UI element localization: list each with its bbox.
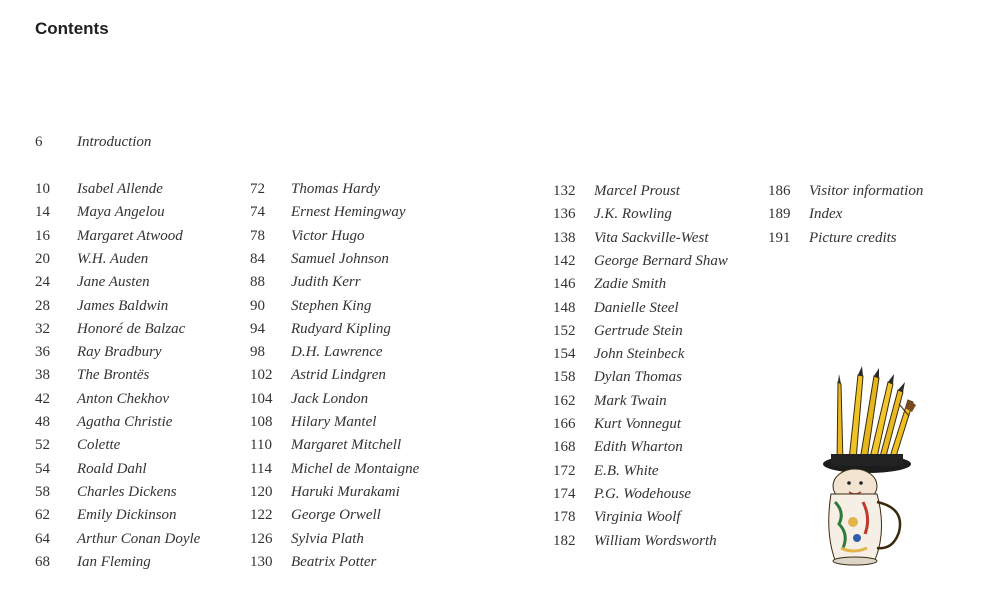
contents-entry bbox=[35, 131, 152, 154]
contents-entry bbox=[35, 364, 150, 387]
contents-entry bbox=[35, 504, 177, 527]
entry-title: George Bernard Shaw bbox=[594, 253, 728, 269]
entry-title: Emily Dickinson bbox=[77, 507, 177, 523]
contents-entry bbox=[35, 528, 201, 551]
page-number: 146 bbox=[553, 276, 576, 292]
page-number: 152 bbox=[553, 323, 576, 339]
entry-title: Charles Dickens bbox=[77, 484, 177, 500]
entry-title: Hilary Mantel bbox=[291, 414, 377, 430]
page-number: 62 bbox=[35, 507, 50, 523]
contents-entry bbox=[250, 248, 389, 271]
contents-entry bbox=[553, 436, 683, 459]
contents-entry bbox=[250, 295, 372, 318]
page-number: 132 bbox=[553, 183, 576, 199]
entry-title: E.B. White bbox=[594, 463, 659, 479]
contents-entry bbox=[768, 227, 897, 250]
entry-title: Colette bbox=[77, 437, 121, 453]
page-number: 68 bbox=[35, 554, 50, 570]
contents-entry bbox=[553, 530, 717, 553]
page-number: 24 bbox=[35, 274, 50, 290]
entry-title: Vita Sackville-West bbox=[594, 230, 709, 246]
entry-title: Margaret Mitchell bbox=[291, 437, 402, 453]
entry-title: D.H. Lawrence bbox=[291, 344, 383, 360]
contents-entry bbox=[768, 180, 924, 203]
contents-entry bbox=[553, 483, 692, 506]
page-number: 64 bbox=[35, 531, 50, 547]
page-number: 172 bbox=[553, 463, 576, 479]
page-number: 10 bbox=[35, 181, 50, 197]
page-number: 114 bbox=[250, 461, 272, 477]
entry-title: Maya Angelou bbox=[77, 204, 165, 220]
contents-entry bbox=[553, 250, 728, 273]
entry-title: Astrid Lindgren bbox=[291, 367, 386, 383]
page-number: 6 bbox=[35, 134, 43, 150]
page-number: 36 bbox=[35, 344, 50, 360]
page-number: 28 bbox=[35, 298, 50, 314]
contents-entry bbox=[35, 341, 162, 364]
entry-title: Roald Dahl bbox=[77, 461, 147, 477]
entry-title: Ian Fleming bbox=[77, 554, 151, 570]
contents-entry bbox=[250, 411, 377, 434]
page-number: 189 bbox=[768, 206, 791, 222]
page-number: 16 bbox=[35, 228, 50, 244]
pencil-jug-illustration bbox=[805, 362, 935, 572]
contents-entry bbox=[250, 528, 364, 551]
page-number: 142 bbox=[553, 253, 576, 269]
entry-title: Edith Wharton bbox=[594, 439, 683, 455]
entry-title: Isabel Allende bbox=[77, 181, 163, 197]
entry-title: Zadie Smith bbox=[594, 276, 667, 292]
contents-entry bbox=[250, 364, 386, 387]
entry-title: Rudyard Kipling bbox=[291, 321, 391, 337]
page-number: 32 bbox=[35, 321, 50, 337]
contents-entry bbox=[250, 458, 420, 481]
page-number: 90 bbox=[250, 298, 265, 314]
contents-entry bbox=[35, 271, 150, 294]
contents-entry bbox=[553, 390, 667, 413]
contents-entry bbox=[553, 506, 681, 529]
contents-entry bbox=[553, 227, 709, 250]
entry-title: W.H. Auden bbox=[77, 251, 149, 267]
page-number: 126 bbox=[250, 531, 273, 547]
contents-entry bbox=[35, 411, 173, 434]
contents-entry bbox=[35, 295, 169, 318]
contents-heading: Contents bbox=[35, 19, 109, 38]
entry-title: Virginia Woolf bbox=[594, 509, 681, 525]
page-number: 102 bbox=[250, 367, 273, 383]
page-number: 84 bbox=[250, 251, 265, 267]
entry-title: Margaret Atwood bbox=[77, 228, 183, 244]
page-number: 110 bbox=[250, 437, 272, 453]
contents-entry bbox=[768, 203, 843, 226]
page-number: 138 bbox=[553, 230, 576, 246]
page-number: 98 bbox=[250, 344, 265, 360]
page-number: 191 bbox=[768, 230, 791, 246]
page-number: 162 bbox=[553, 393, 576, 409]
page-number: 168 bbox=[553, 439, 576, 455]
contents-entry bbox=[35, 458, 147, 481]
page-number: 122 bbox=[250, 507, 273, 523]
page-number: 54 bbox=[35, 461, 50, 477]
entry-title: Arthur Conan Doyle bbox=[77, 531, 201, 547]
entry-title: J.K. Rowling bbox=[594, 206, 672, 222]
entry-title: Michel de Montaigne bbox=[291, 461, 420, 477]
entry-title: Agatha Christie bbox=[77, 414, 173, 430]
entry-title: P.G. Wodehouse bbox=[594, 486, 692, 502]
contents-entry bbox=[553, 297, 679, 320]
contents-entry bbox=[553, 413, 682, 436]
contents-entry bbox=[35, 434, 121, 457]
entry-title: William Wordsworth bbox=[594, 533, 717, 549]
contents-entry bbox=[553, 273, 667, 296]
contents-entry bbox=[553, 320, 683, 343]
contents-entry bbox=[250, 201, 406, 224]
entry-title: The Brontës bbox=[77, 367, 150, 383]
contents-entry bbox=[250, 271, 361, 294]
entry-title: Thomas Hardy bbox=[291, 181, 381, 197]
page-number: 78 bbox=[250, 228, 265, 244]
page-number: 58 bbox=[35, 484, 50, 500]
contents-entry bbox=[553, 366, 682, 389]
page-number: 74 bbox=[250, 204, 265, 220]
page-number: 104 bbox=[250, 391, 273, 407]
contents-entry bbox=[35, 481, 177, 504]
page-number: 20 bbox=[35, 251, 50, 267]
entry-title: Beatrix Potter bbox=[291, 554, 377, 570]
entry-title: Index bbox=[809, 206, 843, 222]
page-number: 166 bbox=[553, 416, 576, 432]
entry-title: Danielle Steel bbox=[594, 300, 679, 316]
contents-entry bbox=[35, 551, 151, 574]
contents-entry bbox=[250, 481, 400, 504]
contents-entry bbox=[250, 388, 369, 411]
page-number: 186 bbox=[768, 183, 791, 199]
page-number: 120 bbox=[250, 484, 273, 500]
entry-title: Anton Chekhov bbox=[77, 391, 170, 407]
contents-entry bbox=[250, 551, 377, 574]
entry-title: Kurt Vonnegut bbox=[594, 416, 682, 432]
entry-title: Jack London bbox=[291, 391, 369, 407]
contents-entry bbox=[35, 318, 186, 341]
entry-title: Mark Twain bbox=[594, 393, 667, 409]
entry-title: James Baldwin bbox=[77, 298, 169, 314]
entry-title: Honoré de Balzac bbox=[77, 321, 186, 337]
page-number: 72 bbox=[250, 181, 265, 197]
contents-entry bbox=[250, 318, 391, 341]
entry-title: Sylvia Plath bbox=[291, 531, 364, 547]
page-number: 88 bbox=[250, 274, 265, 290]
entry-title: Stephen King bbox=[291, 298, 372, 314]
contents-entry bbox=[250, 178, 381, 201]
contents-entry bbox=[250, 341, 383, 364]
entry-title: Ray Bradbury bbox=[77, 344, 162, 360]
entry-title: Samuel Johnson bbox=[291, 251, 389, 267]
contents-entry bbox=[553, 343, 685, 366]
entry-title: George Orwell bbox=[291, 507, 381, 523]
page-number: 174 bbox=[553, 486, 576, 502]
page-number: 38 bbox=[35, 367, 50, 383]
contents-entry bbox=[35, 178, 163, 201]
page-number: 154 bbox=[553, 346, 576, 362]
entry-title: Gertrude Stein bbox=[594, 323, 683, 339]
page-number: 136 bbox=[553, 206, 576, 222]
contents-entry bbox=[553, 460, 659, 483]
entry-title: Jane Austen bbox=[77, 274, 150, 290]
page-number: 158 bbox=[553, 369, 576, 385]
page-number: 178 bbox=[553, 509, 576, 525]
entry-title: Dylan Thomas bbox=[594, 369, 682, 385]
page-number: 108 bbox=[250, 414, 273, 430]
contents-entry bbox=[250, 434, 402, 457]
contents-entry bbox=[553, 180, 680, 203]
entry-title: Judith Kerr bbox=[291, 274, 361, 290]
page-number: 182 bbox=[553, 533, 576, 549]
contents-entry bbox=[35, 388, 170, 411]
contents-entry bbox=[250, 504, 381, 527]
page-number: 48 bbox=[35, 414, 50, 430]
page-number: 42 bbox=[35, 391, 50, 407]
entry-title: Picture credits bbox=[809, 230, 897, 246]
page-number: 94 bbox=[250, 321, 265, 337]
contents-entry bbox=[553, 203, 672, 226]
entry-title: Haruki Murakami bbox=[291, 484, 400, 500]
entry-title: Ernest Hemingway bbox=[291, 204, 406, 220]
page-number: 14 bbox=[35, 204, 50, 220]
page-number: 130 bbox=[250, 554, 273, 570]
page-number: 148 bbox=[553, 300, 576, 316]
entry-title: Marcel Proust bbox=[594, 183, 680, 199]
contents-entry bbox=[35, 248, 149, 271]
entry-title: Victor Hugo bbox=[291, 228, 365, 244]
entry-title: Visitor information bbox=[809, 183, 924, 199]
entry-title: Introduction bbox=[77, 134, 152, 150]
contents-entry bbox=[35, 225, 183, 248]
page-number: 52 bbox=[35, 437, 50, 453]
contents-entry bbox=[35, 201, 165, 224]
contents-entry bbox=[250, 225, 365, 248]
entry-title: John Steinbeck bbox=[594, 346, 685, 362]
